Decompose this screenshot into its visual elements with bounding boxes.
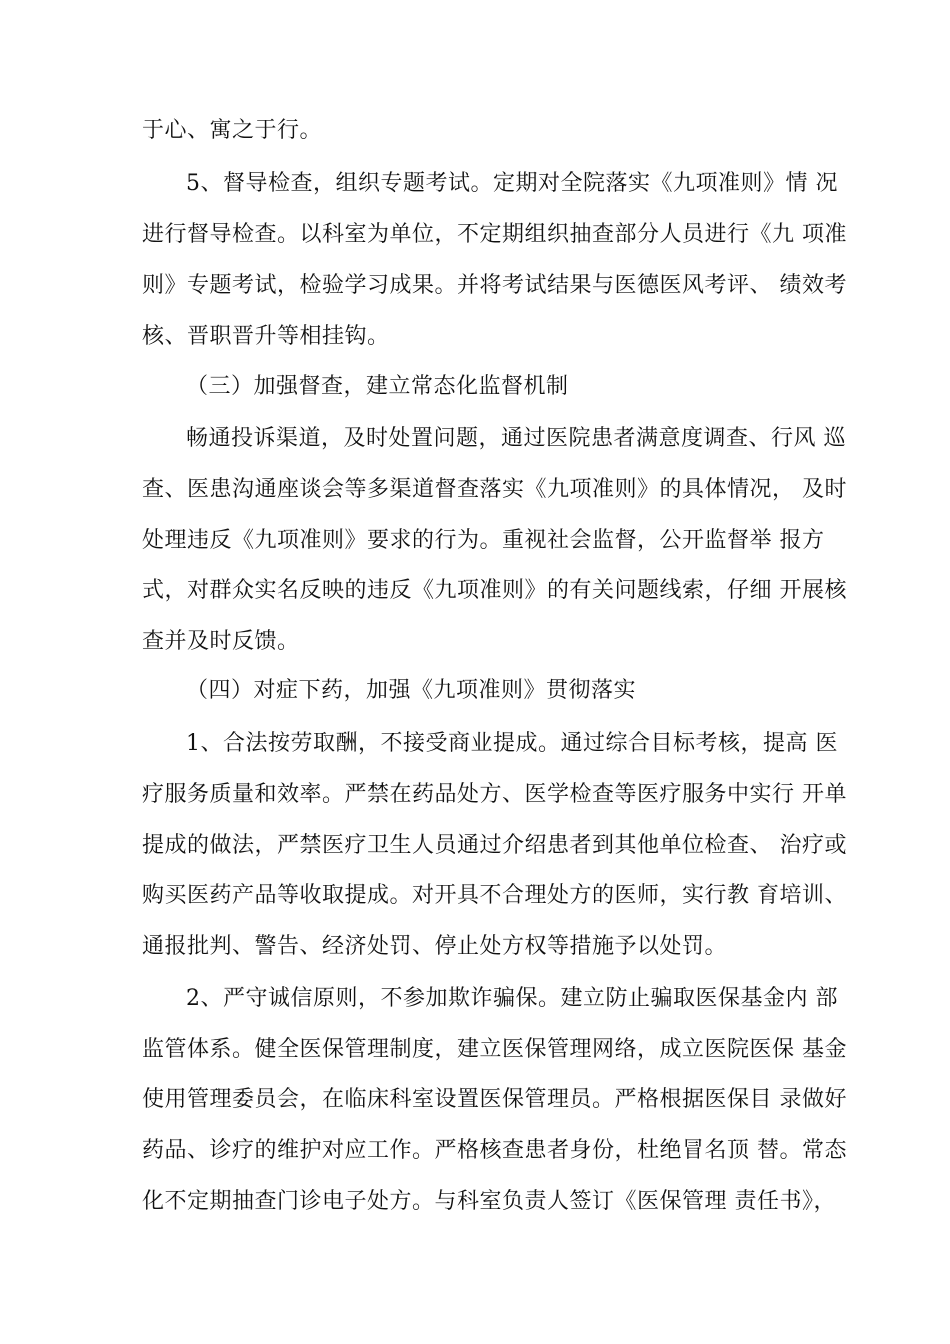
section-heading: （三）加强督查，建立常态化监督机制 [186, 374, 569, 399]
text-line: 查、医患沟通座谈会等多渠道督查落实《九项准则》的具体情况， 及时 [142, 477, 847, 502]
text-line: 2、严守诚信原则，不参加欺诈骗保。建立防止骗取医保基金内 部 [186, 986, 838, 1011]
text-line: 购买医药产品等收取提成。对开具不合理处方的医师，实行教 育培训、 [142, 883, 847, 908]
text-line: 5、督导检查，组织专题考试。定期对全院落实《九项准则》情 况 [186, 171, 838, 196]
text-line: 处理违反《九项准则》要求的行为。重视社会监督，公开监督举 报方 [142, 528, 825, 553]
section-heading: （四）对症下药，加强《九项准则》贯彻落实 [186, 678, 637, 703]
text-line: 于心、寓之于行。 [142, 118, 323, 143]
text-line: 监管体系。健全医保管理制度，建立医保管理网络，成立医院医保 基金 [142, 1037, 847, 1062]
text-line: 进行督导检查。以科室为单位，不定期组织抽查部分人员进行《九 项准 [142, 222, 847, 247]
text-line: 式，对群众实名反映的违反《九项准则》的有关问题线索，仔细 开展核 [142, 578, 847, 603]
text-line: 疗服务质量和效率。严禁在药品处方、医学检查等医疗服务中实行 开单 [142, 782, 847, 807]
text-line: 化不定期抽查门诊电子处方。与科室负责人签订《医保管理 责任书》， [142, 1189, 836, 1214]
text-line: 通报批判、警告、经济处罚、停止处方权等措施予以处罚。 [142, 934, 728, 959]
text-line: 提成的做法，严禁医疗卫生人员通过介绍患者到其他单位检查、 治疗或 [142, 833, 847, 858]
text-line: 使用管理委员会，在临床科室设置医保管理员。严格根据医保目 录做好 [142, 1087, 847, 1112]
text-line: 畅通投诉渠道，及时处置问题，通过医院患者满意度调查、行风 巡 [186, 426, 846, 451]
text-line: 药品、诊疗的维护对应工作。严格核查患者身份，杜绝冒名顶 替。常态 [142, 1138, 847, 1163]
text-line: 核、晋职晋升等相挂钩。 [142, 324, 390, 349]
text-line: 查并及时反馈。 [142, 629, 300, 654]
text-line: 则》专题考试，检验学习成果。并将考试结果与医德医风考评、 绩效考 [142, 273, 847, 298]
text-line: 1、合法按劳取酬，不接受商业提成。通过综合目标考核，提高 医 [186, 731, 838, 756]
